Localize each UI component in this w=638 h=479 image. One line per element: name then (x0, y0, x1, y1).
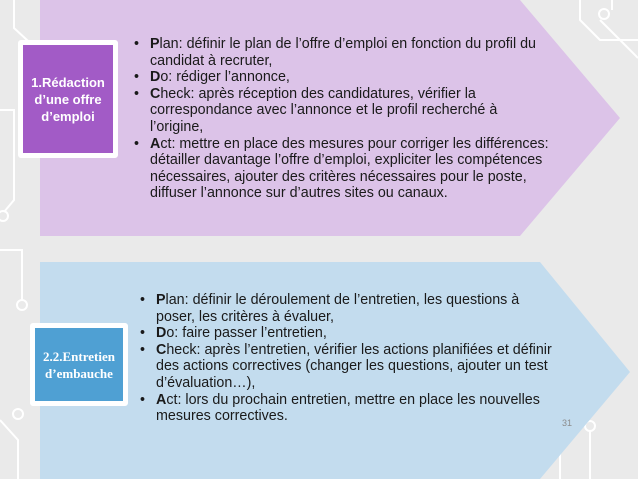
pdca-key: C (150, 85, 161, 102)
pdca-text: heck: après l’entretien, vérifier les actions planifiées et définir des actions correctives (changer les questions, ajouter un test d’évaluation…), (156, 341, 552, 391)
box1-line: 1.Rédaction (31, 74, 105, 90)
list-item (134, 86, 554, 136)
pdca-key: D (156, 325, 167, 342)
pdca-text: lan: définir le plan de l’offre d’emploi en fonction du profil du candidat à recruter, (150, 36, 537, 69)
box1-line: d’emploi (41, 108, 95, 124)
pdca-list-redaction (134, 36, 554, 202)
pdca-key: C (156, 341, 167, 358)
pdca-text: heck: après réception des candidatures, vérifier la correspondance avec l’annonce et le profil recherché à l’origine, (150, 85, 498, 135)
box2-line: d’embauche (45, 365, 113, 381)
list-item (134, 36, 554, 69)
pdca-key: P (150, 36, 160, 52)
box2-line: 2.2.Entretien (43, 348, 115, 364)
pdca-text: o: rédiger l’annonce, (160, 69, 290, 86)
pdca-key: A (150, 135, 161, 152)
pdca-text: lan: définir le déroulement de l’entretien, les questions à poser, les critères à évaluer, (156, 292, 520, 325)
list-item (140, 325, 560, 342)
section-box-redaction (18, 40, 118, 158)
list-item (134, 69, 554, 86)
pdca-text: ct: lors du prochain entretien, mettre en place les nouvelles mesures correctives. (156, 391, 540, 425)
pdca-text: o: faire passer l’entretien, (166, 325, 327, 342)
list-item (140, 342, 560, 392)
list-item (134, 136, 554, 202)
list-item (140, 292, 560, 325)
pdca-text: ct: mettre en place des mesures pour corriger les différences: détailler davantage l’offre d’emploi, expliciter les compétences nécessaires, ajouter des critères nécessaires pour le poste, diffuser l’annonce sur d’autres sites ou canaux. (150, 135, 549, 202)
page-number: 31 (562, 418, 573, 428)
box1-line: d’une offre (34, 91, 102, 107)
list-item (140, 392, 560, 425)
pdca-key: A (156, 391, 167, 408)
pdca-list-entretien (140, 292, 560, 425)
section-box-entretien (30, 323, 128, 406)
pdca-key: D (150, 69, 161, 86)
pdca-key: P (156, 292, 166, 308)
